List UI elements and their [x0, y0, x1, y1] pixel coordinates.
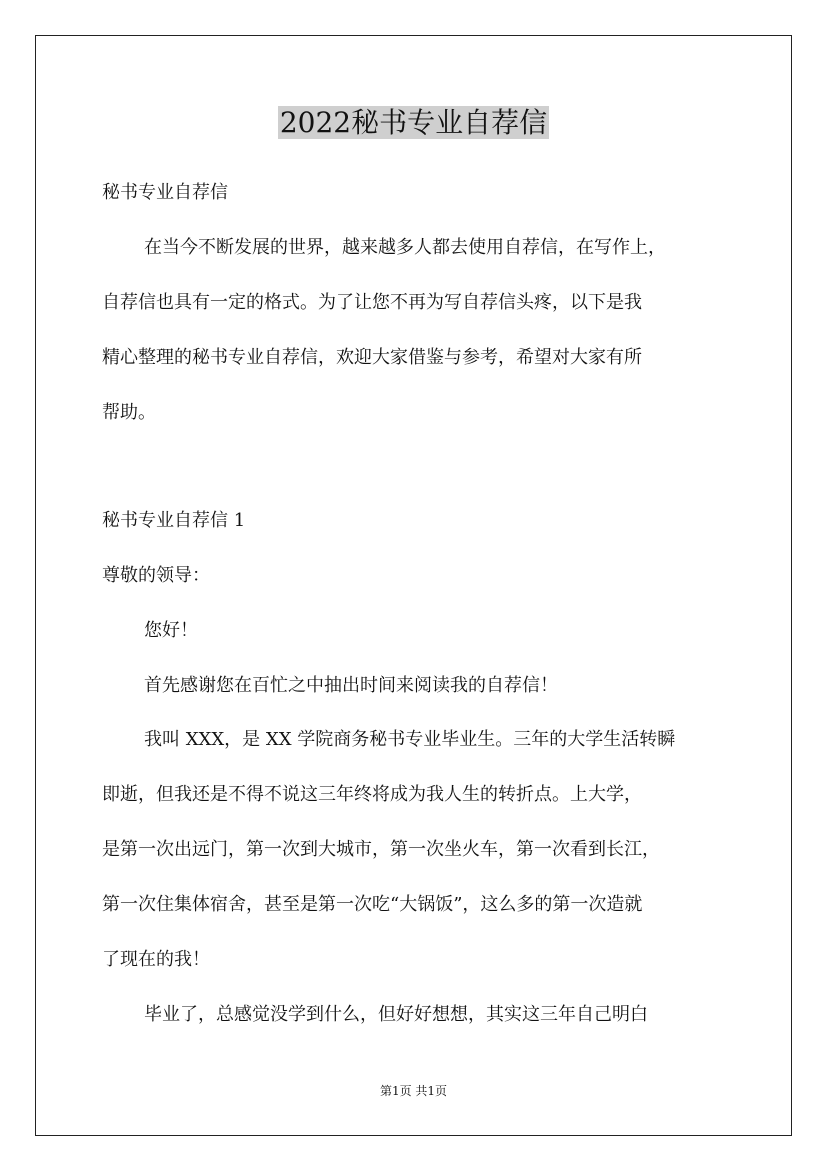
closing-line: 毕业了，总感觉没学到什么，但好好想想，其实这三年自己明白 — [144, 1004, 648, 1025]
paragraph-line-2: 即逝，但我还是不得不说这三年终将成为我人生的转折点。上大学， — [102, 784, 642, 805]
paragraph-line-4: 第一次住集体宿舍，甚至是第一次吃“大锅饭”，这么多的第一次造就 — [102, 894, 643, 915]
salutation: 尊敬的领导： — [102, 565, 210, 586]
document-title — [0, 103, 827, 143]
intro-line-4: 帮助。 — [102, 402, 156, 423]
intro-line-1: 在当今不断发展的世界，越来越多人都去使用自荐信，在写作上， — [144, 237, 666, 258]
paragraph-line-3: 是第一次出远门，第一次到大城市，第一次坐火车，第一次看到长江， — [102, 839, 660, 860]
intro-line-3: 精心整理的秘书专业自荐信，欢迎大家借鉴与参考，希望对大家有所 — [102, 347, 642, 368]
page-number-footer: 第1页 共1页 — [379, 1084, 448, 1098]
greeting: 您好！ — [144, 620, 198, 641]
thanks-line: 首先感谢您在百忙之中抽出时间来阅读我的自荐信！ — [144, 675, 558, 696]
intro-line-2: 自荐信也具有一定的格式。为了让您不再为写自荐信头疼，以下是我 — [102, 292, 642, 313]
section-heading: 秘书专业自荐信 1 — [102, 510, 246, 531]
paragraph-line-1: 我叫 XXX，是 XX 学院商务秘书专业毕业生。三年的大学生活转瞬 — [144, 729, 676, 750]
paragraph-line-5: 了现在的我！ — [102, 949, 210, 970]
document-title-text: 2022秘书专业自荐信 — [279, 106, 548, 139]
document-subtitle: 秘书专业自荐信 — [102, 182, 228, 203]
